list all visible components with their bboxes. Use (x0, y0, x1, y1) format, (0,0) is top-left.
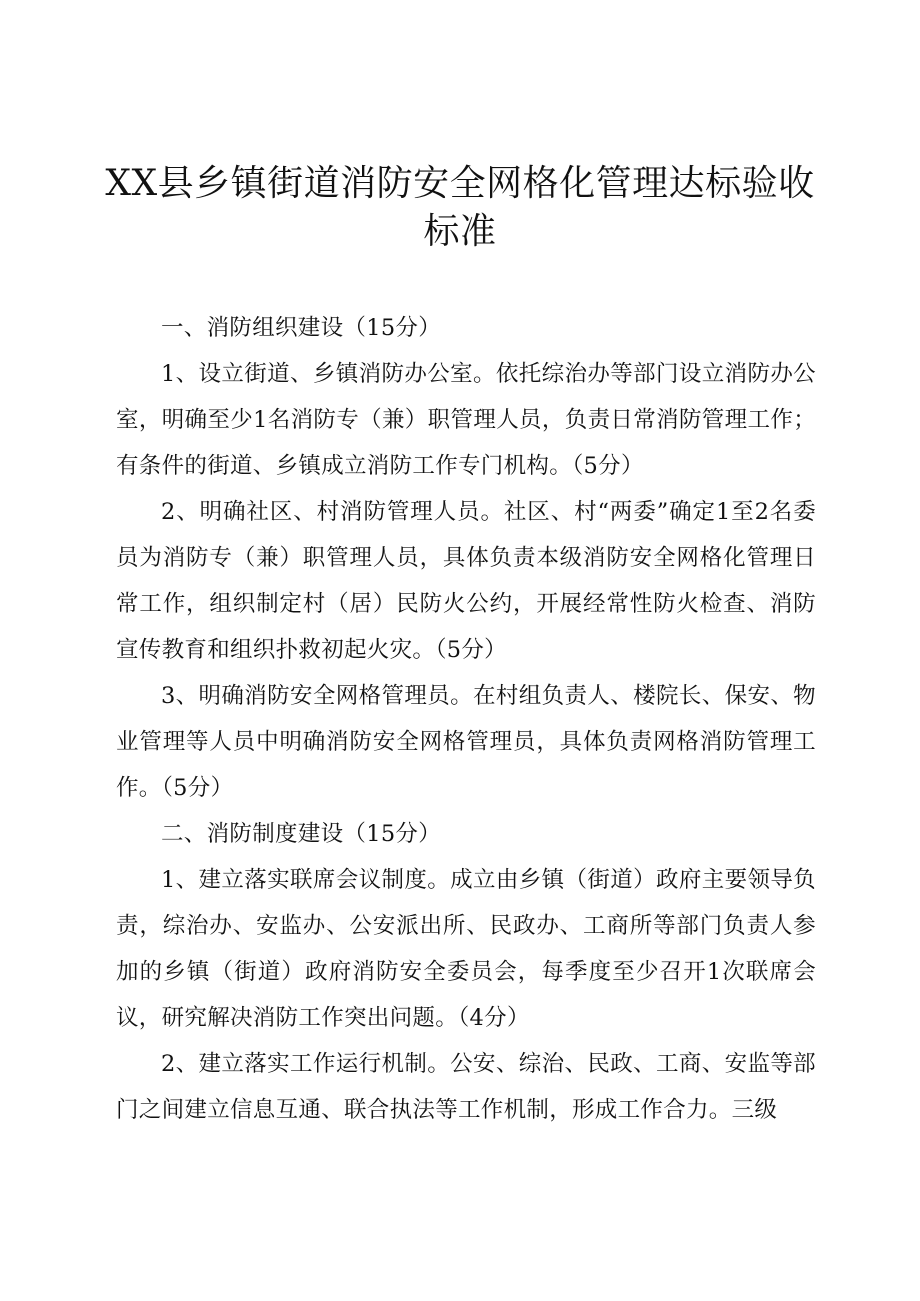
document-title (0, 160, 920, 256)
paragraph-2-2: 2、建立落实工作运行机制。公安、综治、民政、工商、安监等部门之间建立信息互通、联合执法等工作机制，形成工作合力。三级 (116, 1051, 816, 1123)
paragraph-1-1: 1、设立街道、乡镇消防办公室。依托综治办等部门设立消防办公室，明确至少1名消防专（兼）职管理人员，负责日常消防管理工作；有条件的街道、乡镇成立消防工作专门机构。（5分） (116, 361, 816, 479)
paragraph-1-2: 2、明确社区、村消防管理人员。社区、村“两委”确定1至2名委员为消防专（兼）职管理人员，具体负责本级消防安全网格化管理日常工作，组织制定村（居）民防火公约，开展经常性防火检查、消防宣传教育和组织扑救初起火灾。（5分） (116, 499, 816, 663)
paragraph-2-1: 1、建立落实联席会议制度。成立由乡镇（街道）政府主要领导负责，综治办、安监办、公安派出所、民政办、工商所等部门负责人参加的乡镇（街道）政府消防安全委员会，每季度至少召开1次联席会议，研究解决消防工作突出问题。（4分） (116, 867, 816, 1031)
title-line-2: 标准 (423, 211, 497, 252)
section-heading-2: 二、消防制度建设（15分） (161, 821, 442, 847)
title-line-1: XX县乡镇街道消防安全网格化管理达标验收 (105, 163, 815, 204)
paragraph-1-3: 3、明确消防安全网格管理员。在村组负责人、楼院长、保安、物业管理等人员中明确消防安全网格管理员，具体负责网格消防管理工作。（5分） (116, 683, 816, 801)
section-heading-1: 一、消防组织建设（15分） (161, 315, 442, 341)
document-body (116, 305, 816, 1133)
